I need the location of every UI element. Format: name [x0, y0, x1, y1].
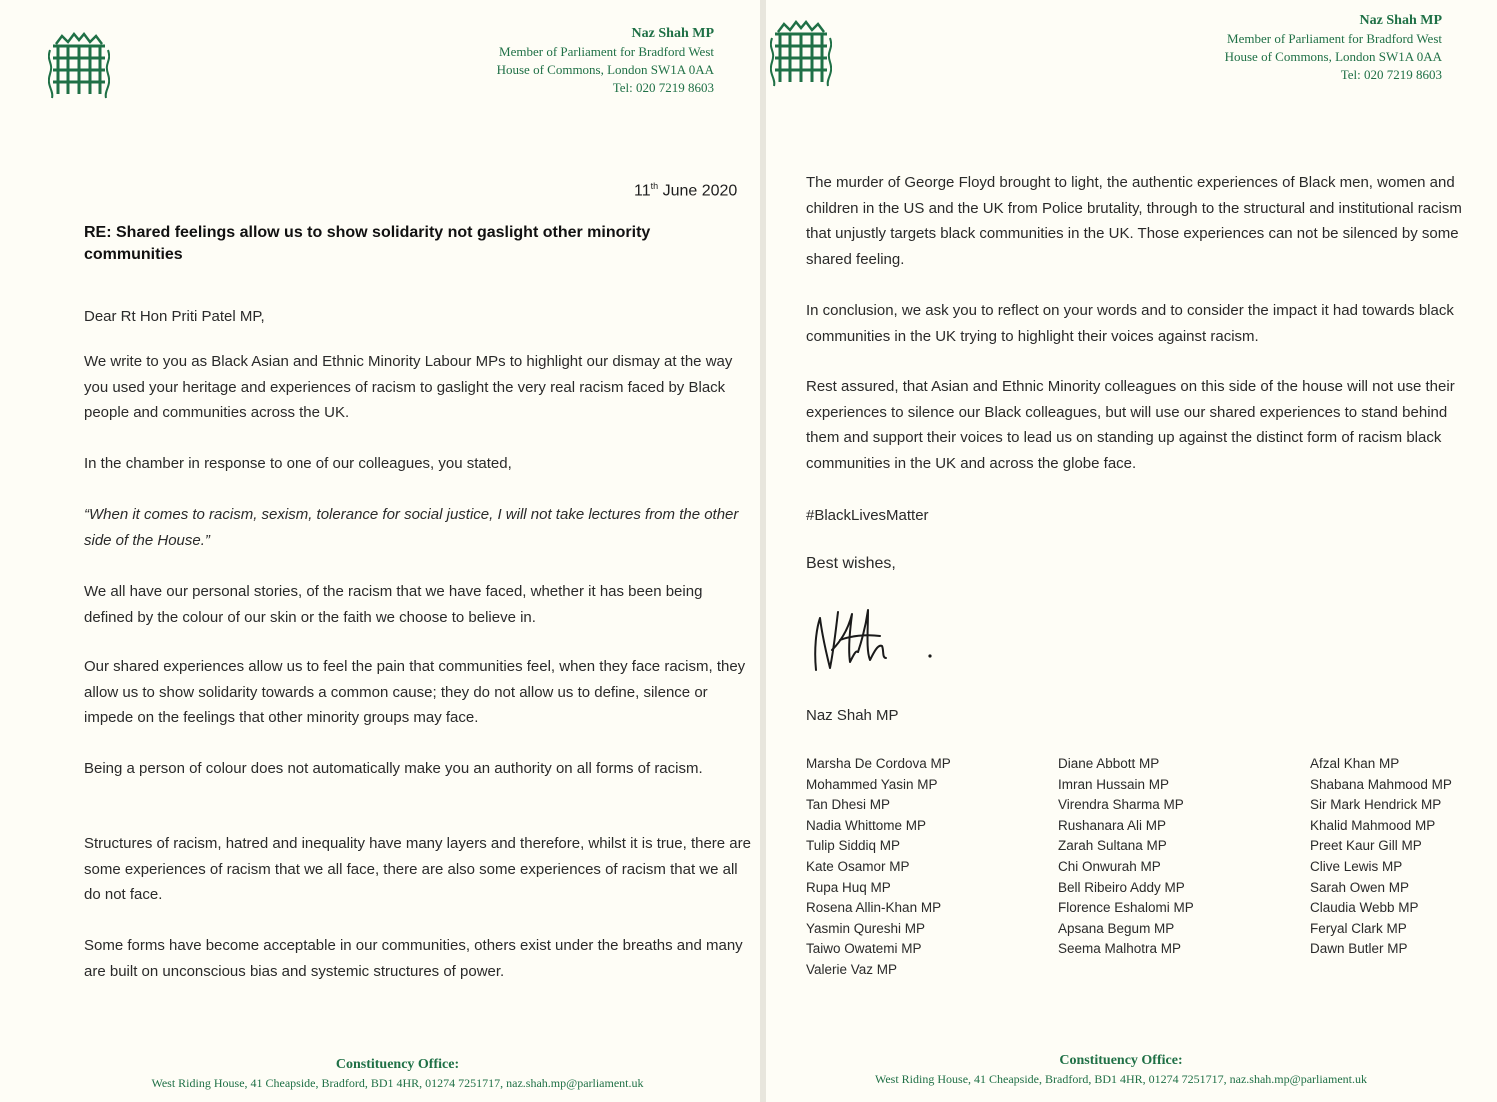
- mp-list-column-1: [806, 754, 951, 981]
- list-item: Chi Onwurah MP: [1058, 858, 1161, 874]
- list-item: Yasmin Qureshi MP: [806, 920, 926, 936]
- list-item: Khalid Mahmood MP: [1310, 817, 1436, 833]
- letterhead-name: Naz Shah MP: [631, 26, 714, 41]
- letterhead-phone: Tel: 020 7219 8603: [612, 80, 714, 95]
- mp-list-column-2: [1058, 754, 1194, 960]
- paragraph: We all have our personal stories, of the racism that we have faced, whether it has been being defined by the colour of our skin or the faith we choose to believe in.: [84, 583, 703, 626]
- quote-paragraph: “When it comes to racism, sexism, tolerance for social justice, I will not take lectures from the other side of the House.”: [84, 506, 739, 549]
- list-item: Virendra Sharma MP: [1058, 797, 1184, 813]
- letterhead: [497, 25, 714, 97]
- footer-title: Constituency Office:: [335, 1057, 460, 1072]
- hashtag: #BlackLivesMatter: [806, 507, 929, 524]
- list-item: Sarah Owen MP: [1310, 879, 1410, 895]
- list-item: Apsana Begum MP: [1058, 920, 1175, 936]
- list-item: Taiwo Owatemi MP: [806, 941, 922, 957]
- list-item: Florence Eshalomi MP: [1058, 900, 1194, 916]
- salutation: Dear Rt Hon Priti Patel MP,: [84, 308, 265, 325]
- portcullis-icon: [770, 18, 832, 90]
- footer-title: Constituency Office:: [1059, 1053, 1183, 1068]
- letterhead-address: House of Commons, London SW1A 0AA: [1224, 49, 1442, 64]
- constituency-footer: [0, 1055, 760, 1092]
- letterhead: [1225, 12, 1442, 84]
- mp-list-column-3: [1310, 754, 1452, 960]
- list-item: Rosena Allin-Khan MP: [806, 900, 942, 916]
- paragraph: Rest assured, that Asian and Ethnic Minority colleagues on this side of the house will not use their experiences to silence our Black colleagues, but will use our shared experiences to stand behind them and support their voices to lead us on standing up against the distinct form of racism black communities in the UK and across the globe face.: [806, 378, 1455, 472]
- list-item: Preet Kaur Gill MP: [1310, 838, 1422, 854]
- paragraph: Our shared experiences allow us to feel the pain that communities feel, when they face racism, they allow us to show solidarity towards a common cause; they do not allow us to define, silence or impede on the feelings that other minority groups may face.: [84, 658, 746, 726]
- list-item: Dawn Butler MP: [1310, 941, 1408, 957]
- letterhead-phone: Tel: 020 7219 8603: [1340, 67, 1442, 82]
- letter-subject: RE: Shared feelings allow us to show solidarity not gaslight other minority communities: [84, 224, 651, 263]
- list-item: Kate Osamor MP: [806, 858, 910, 874]
- list-item: Marsha De Cordova MP: [806, 756, 951, 771]
- letterhead-address: House of Commons, London SW1A 0AA: [496, 62, 714, 77]
- signature: [810, 600, 940, 680]
- list-item: Nadia Whittome MP: [806, 817, 927, 833]
- list-item: Sir Mark Hendrick MP: [1310, 797, 1442, 813]
- list-item: Seema Malhotra MP: [1058, 941, 1182, 957]
- list-item: Diane Abbott MP: [1058, 756, 1160, 771]
- constituency-footer: [766, 1051, 1476, 1088]
- list-item: Mohammed Yasin MP: [806, 776, 938, 792]
- list-item: Imran Hussain MP: [1058, 776, 1170, 792]
- letter-page-2: [766, 0, 1497, 1102]
- paragraph: Being a person of colour does not automatically make you an authority on all forms of racism.: [84, 760, 703, 777]
- paragraph: In the chamber in response to one of our colleagues, you stated,: [84, 455, 512, 472]
- paragraph: Some forms have become acceptable in our communities, others exist under the breaths and many are built on unconscious bias and systemic structures of power.: [84, 937, 743, 980]
- list-item: Rupa Huq MP: [806, 879, 891, 895]
- list-item: Rushanara Ali MP: [1058, 817, 1167, 833]
- list-item: Tan Dhesi MP: [806, 797, 891, 813]
- footer-address: West Riding House, 41 Cheapside, Bradford, BD1 4HR, 01274 7251717, naz.shah.mp@parliament.uk: [874, 1072, 1368, 1086]
- list-item: Zarah Sultana MP: [1058, 838, 1167, 854]
- portcullis-icon: [48, 30, 110, 102]
- letter-date: 11th June 2020: [634, 181, 738, 200]
- paragraph: Structures of racism, hatred and inequality have many layers and therefore, whilst it is true, there are some experiences of racism that we all face, there are also some experiences of racism that we all do not face.: [84, 835, 751, 903]
- list-item: Claudia Webb MP: [1310, 900, 1419, 916]
- list-item: Feryal Clark MP: [1310, 920, 1407, 936]
- list-item: Shabana Mahmood MP: [1310, 776, 1452, 792]
- paragraph: The murder of George Floyd brought to light, the authentic experiences of Black men, women and children in the US and the UK from Police brutality, through to the structural and institutional racism that unjustly targets black communities in the UK. Those experiences can not be silenced by some shared feeling.: [806, 174, 1462, 268]
- paragraph: In conclusion, we ask you to reflect on your words and to consider the impact it had towards black communities in the UK trying to highlight their voices against racism.: [806, 302, 1454, 345]
- list-item: Valerie Vaz MP: [806, 961, 898, 977]
- signatory-name: Naz Shah MP: [806, 707, 899, 724]
- footer-address: West Riding House, 41 Cheapside, Bradford, BD1 4HR, 01274 7251717, naz.shah.mp@parliament.uk: [151, 1076, 644, 1090]
- list-item: Bell Ribeiro Addy MP: [1058, 879, 1185, 895]
- list-item: Tulip Siddiq MP: [806, 838, 901, 854]
- letterhead-constituency: Member of Parliament for Bradford West: [1227, 31, 1442, 46]
- letterhead-constituency: Member of Parliament for Bradford West: [499, 44, 714, 59]
- list-item: Clive Lewis MP: [1310, 858, 1403, 874]
- paragraph: We write to you as Black Asian and Ethnic Minority Labour MPs to highlight our dismay at the way you used your heritage and experiences of racism to gaslight the very real racism faced by Black people and communities across the UK.: [84, 353, 733, 421]
- closing: Best wishes,: [806, 555, 896, 572]
- list-item: Afzal Khan MP: [1310, 756, 1400, 771]
- letterhead-name: Naz Shah MP: [1359, 13, 1442, 28]
